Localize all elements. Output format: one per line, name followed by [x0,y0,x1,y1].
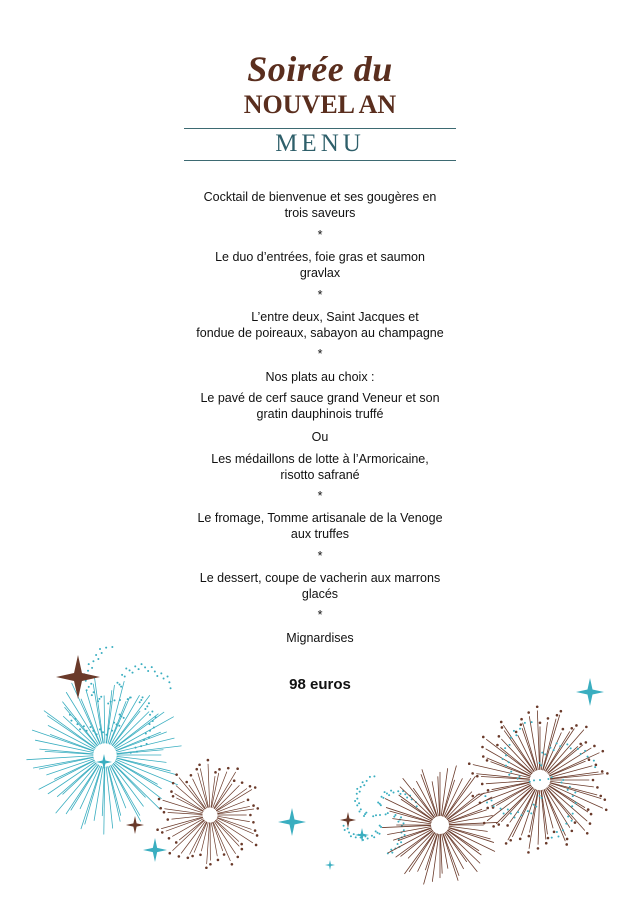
item-cerf-line1: Le pavé de cerf sauce grand Veneur et son [200,391,440,405]
item-entre-deux-line2: fondue de poireaux, sabayon au champagne [196,326,444,340]
star-sparkle-icon [278,808,306,836]
price: 98 euros [289,676,351,693]
item-entre-deux-line1: L’entre deux, Saint Jacques et [251,310,419,324]
item-ou: Ou [311,430,329,444]
item-duo-entrees [190,249,450,281]
item-entre-deux [180,309,460,341]
star-sparkle-icon [576,678,604,706]
separator-star: * [317,228,323,242]
item-lotte-line1: Les médaillons de lotte à l’Armoricaine, [211,452,429,466]
separator-star: * [317,489,323,503]
star-sparkle-icon [143,838,167,862]
item-cerf [180,390,460,422]
item-duo-line1: Le duo d’entrées, foie gras et saumon [215,250,425,264]
item-dessert-line1: Le dessert, coupe de vacherin aux marrons [199,571,441,585]
item-cocktail-line1: Cocktail de bienvenue et ses gougères en [203,190,437,204]
item-duo-line2: gravlax [299,266,341,280]
divider-bottom [184,160,456,161]
star-sparkle-icon [126,816,144,834]
firework-burst-icon [382,766,497,884]
item-cocktail [190,189,450,221]
item-fromage [180,510,460,542]
item-plats-intro: Nos plats au choix : [265,370,375,384]
firework-burst-icon [343,775,418,854]
divider-top [184,128,456,129]
star-sparkle-icon [325,860,335,870]
firework-burst-icon [69,646,172,754]
item-cerf-line2: gratin dauphinois truffé [256,407,384,421]
item-mignardises: Mignardises [286,631,354,645]
item-fromage-line1: Le fromage, Tomme artisanale de la Venoge [197,511,443,525]
title-soiree-du: Soirée du [247,49,393,89]
separator-star: * [317,608,323,622]
firework-burst-icon [468,705,609,853]
item-fromage-line2: aux truffes [290,527,350,541]
item-lotte [190,451,450,483]
star-sparkle-icon [340,812,356,828]
firework-burst-icon [156,759,259,869]
item-dessert [180,570,460,602]
item-cocktail-line2: trois saveurs [284,206,356,220]
separator-star: * [317,549,323,563]
item-lotte-line2: risotto safrané [280,468,360,482]
separator-star: * [317,347,323,361]
fireworks-decoration [0,640,640,905]
star-sparkle-icon [355,828,369,842]
title-nouvel-an: NOUVEL AN [243,90,397,119]
separator-star: * [317,288,323,302]
menu-heading: MENU [275,130,365,157]
item-dessert-line2: glacés [301,587,339,601]
